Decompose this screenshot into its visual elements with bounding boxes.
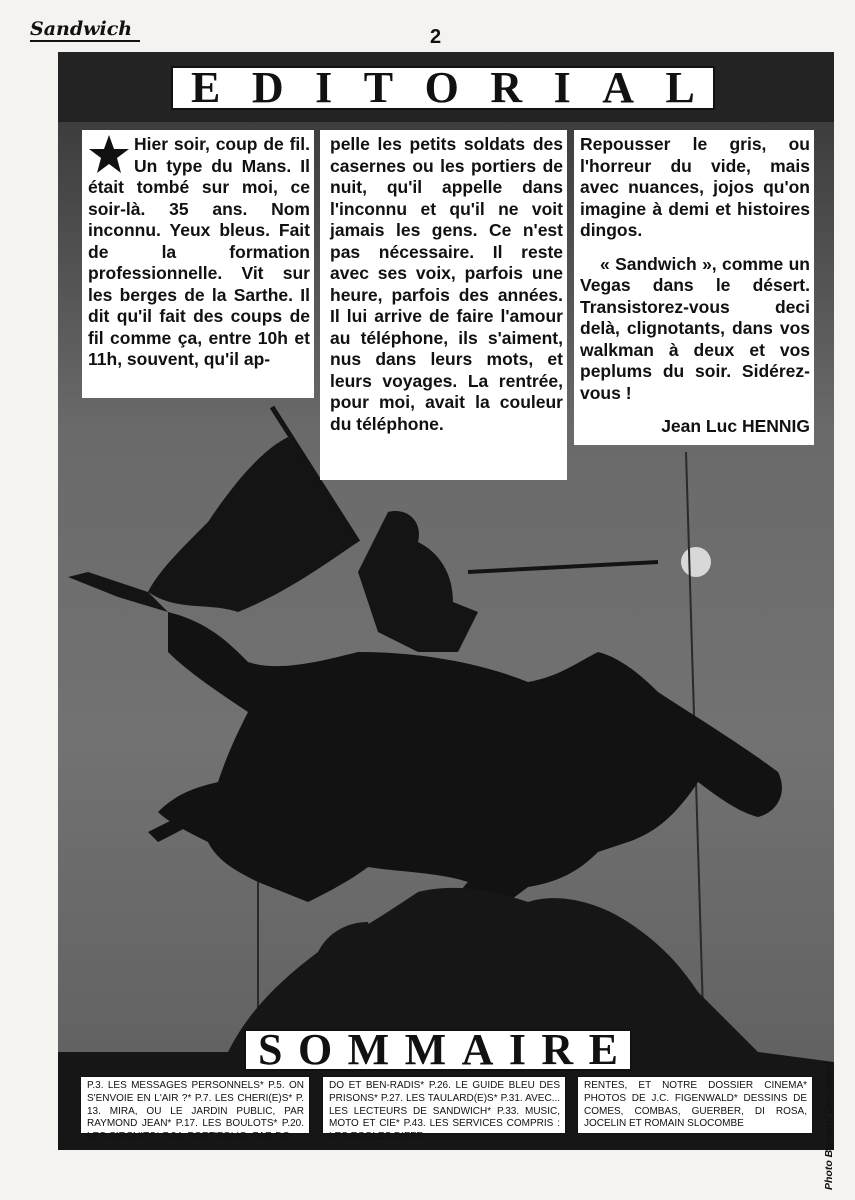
sommaire-letter: O [297,1025,333,1074]
sommaire-title [244,1025,632,1074]
signature [580,416,810,438]
title-letter: A [602,63,635,112]
title-letter: I [315,63,333,112]
title-letter: R [490,63,523,112]
title-letter: T [363,63,394,112]
editorial-text-2: pelle les petits soldats des casernes ou les portiers de nuit, qu'il appelle dans l'inconnu et qu'il ne voit jamais les gens. Ce n'est pas nécessaire. Il reste avec ses voix, parfois une heure, parfois des années. Il lui arrive de faire l'amour au téléphone, ils s'aiment, nus dans leurs mots, et leurs voyages. La rentrée, pour moi, avait la couleur du téléphone. [330,134,563,434]
star-icon [88,134,130,176]
sommaire-column-2: DO ET BEN-RADIS* P.26. LE GUIDE BLEU DES PRISONS* P.27. LES TAULARD(E)S* P.31. AVEC... LES LECTEURS DE SANDWICH* P.33. MUSIC, MOTO ET CIE* P.43. LES SERVICES COMPRIS : LES ECOLES DIFFE- [322,1076,566,1134]
sommaire-letter: M [404,1025,447,1074]
sommaire-letter: S [258,1025,283,1074]
title-letter: L [665,63,695,112]
editorial-column-2 [320,130,567,480]
title-letter: E [191,63,221,112]
editorial-text-1: Hier soir, coup de fil. Un type du Mans. Il était tombé sur moi, ce soir-là. 35 ans. Nom inconnu. Yeux bleus. Fait de la formation professionnelle. Vit sur les berges de la Sarthe. Il dit qu'il fait des coups de fil comme ça, entre 10h et 11h, souvent, qu'il ap- [88,134,310,369]
masthead-underline [30,40,140,42]
title-letter: I [553,63,571,112]
editorial-column-3 [574,130,814,445]
page-number: 2 [430,26,442,48]
sommaire-letter: I [508,1025,526,1074]
title-letter: D [251,63,284,112]
editorial-text-3a: Repousser le gris, ou l'horreur du vide, mais avec nuances, jojos qu'on imagine à demi et histoires dingos. [580,134,810,240]
sommaire-column-3: RENTES, ET NOTRE DOSSIER CINEMA* PHOTOS DE J.C. FIGENWALD* DESSINS DE COMES, COMBAS, GUERBER, DI ROSA, JOCELIN ET ROMAIN SLOCOMBE [577,1076,813,1134]
sommaire-letter: E [588,1025,618,1074]
editorial-title [171,63,715,112]
sommaire-letter: A [461,1025,494,1074]
sommaire-column-1: P.3. LES MESSAGES PERSONNELS* P.5. ON S'ENVOIE EN L'AIR ?* P.7. LES CHERI(E)S* P. 13. MIRA, OU LE JARDIN PUBLIC, PAR RAYMOND JEAN* P.17. LES BOULOTS* P.20. LES CIRCUITS* P.24. PORT'FOLIO, PAR DO- [80,1076,310,1134]
masthead: Sandwich [30,18,133,40]
editorial-column-1 [82,130,314,398]
title-letter: O [424,63,459,112]
signature-last-name: HENNIG [741,416,810,436]
signature-first-name: Jean Luc [661,416,738,436]
sommaire-letter: M [347,1025,390,1074]
photo-credit: Photo Bernard Descamps [823,1061,835,1190]
sommaire-letter: R [541,1025,574,1074]
editorial-text-3b: « Sandwich », comme un Vegas dans le désert. Transistorez-vous deci delà, clignotants, dans vos walkman à deux et vos peplums du soir. Sidérez-vous ! [580,253,810,403]
